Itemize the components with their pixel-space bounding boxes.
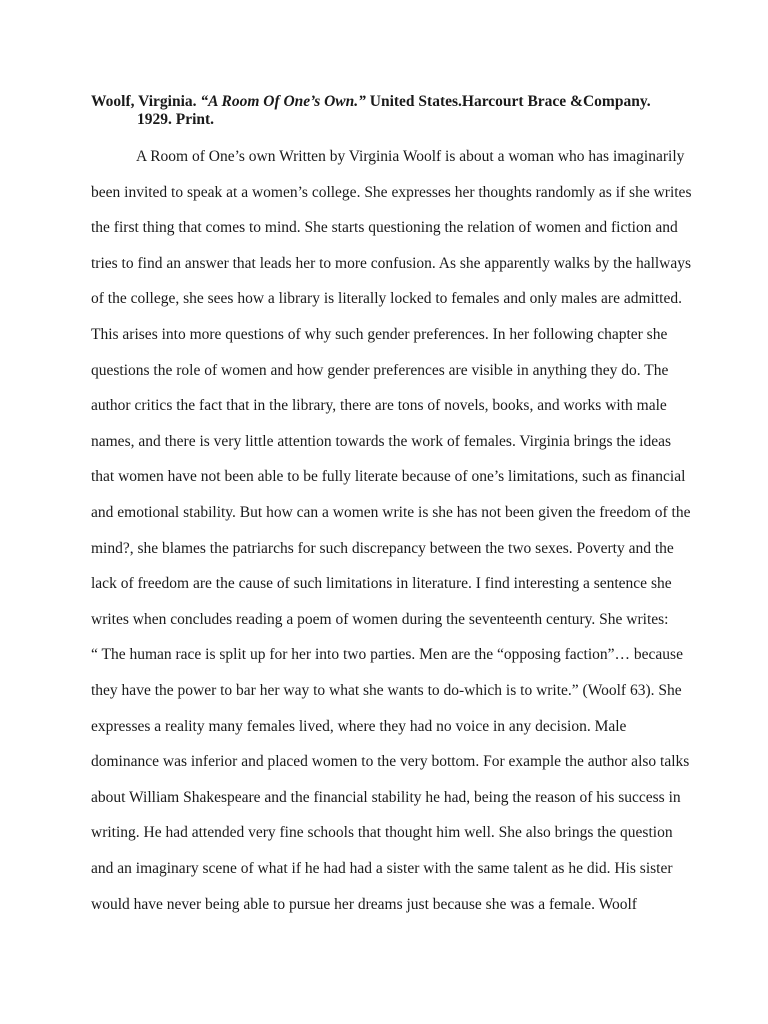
body-line: of the college, she sees how a library is literally locked to females and only males are admitted. [91,290,682,308]
body-line: tries to find an answer that leads her to more confusion. As she apparently walks by the hallways [91,254,692,272]
works-cited-entry [91,93,691,129]
body-line: This arises into more questions of why such gender preferences. In her following chapter she [91,326,668,343]
body-line: and emotional stability. But how can a women write is she has not been given the freedom of the [91,504,691,521]
body-line: the first thing that comes to mind. She starts questioning the relation of women and fiction and [91,219,678,237]
body-line: and an imaginary scene of what if he had had a sister with the same talent as he did. His sister [91,860,673,877]
citation-title: “A Room Of One’s Own.” [200,93,366,110]
body-line: mind?, she blames the patriarchs for such discrepancy between the two sexes. Poverty and the [91,539,674,557]
body-line: been invited to speak at a women’s college. She expresses her thoughts randomly as if she writes [91,183,692,201]
body-line: names, and there is very little attention towards the work of females. Virginia brings the ideas [91,432,672,450]
body-line: expresses a reality many females lived, where they had no voice in any decision. Male [91,717,627,735]
citation-author: Woolf, Virginia. [91,93,201,110]
body-line: writing. He had attended very fine schools that thought him well. She also brings the question [91,824,673,842]
body-line: they have the power to bar her way to what she wants to do-which is to write.” (Woolf 63). She [91,682,682,699]
body-line: dominance was inferior and placed women to the very bottom. For example the author also talks [91,753,690,771]
citation-year: 1929. Print. [137,111,215,128]
body-line: would have never being able to pursue her dreams just because she was a female. Woolf [91,895,637,913]
body-line: that women have not been able to be fully literate because of one’s limitations, such as financial [91,468,686,486]
body-line: A Room of One’s own Written by Virginia Woolf is about a woman who has imaginarily [136,148,685,165]
body-line: lack of freedom are the cause of such limitations in literature. I find interesting a sentence she [91,575,672,593]
citation-publisher: United States.Harcourt Brace &Company. [365,93,651,110]
body-line: questions the role of women and how gender preferences are visible in anything they do. The [91,361,669,379]
body-line: writes when concludes reading a poem of women during the seventeenth century. She writes: [91,610,669,628]
body-line: “ The human race is split up for her into two parties. Men are the “opposing faction”… because [91,646,683,664]
citation-first-line [91,93,691,111]
body-line: about William Shakespeare and the financial stability he had, being the reason of his success in [91,788,681,806]
body-line: author critics the fact that in the library, there are tons of novels, books, and works with male [91,397,667,415]
